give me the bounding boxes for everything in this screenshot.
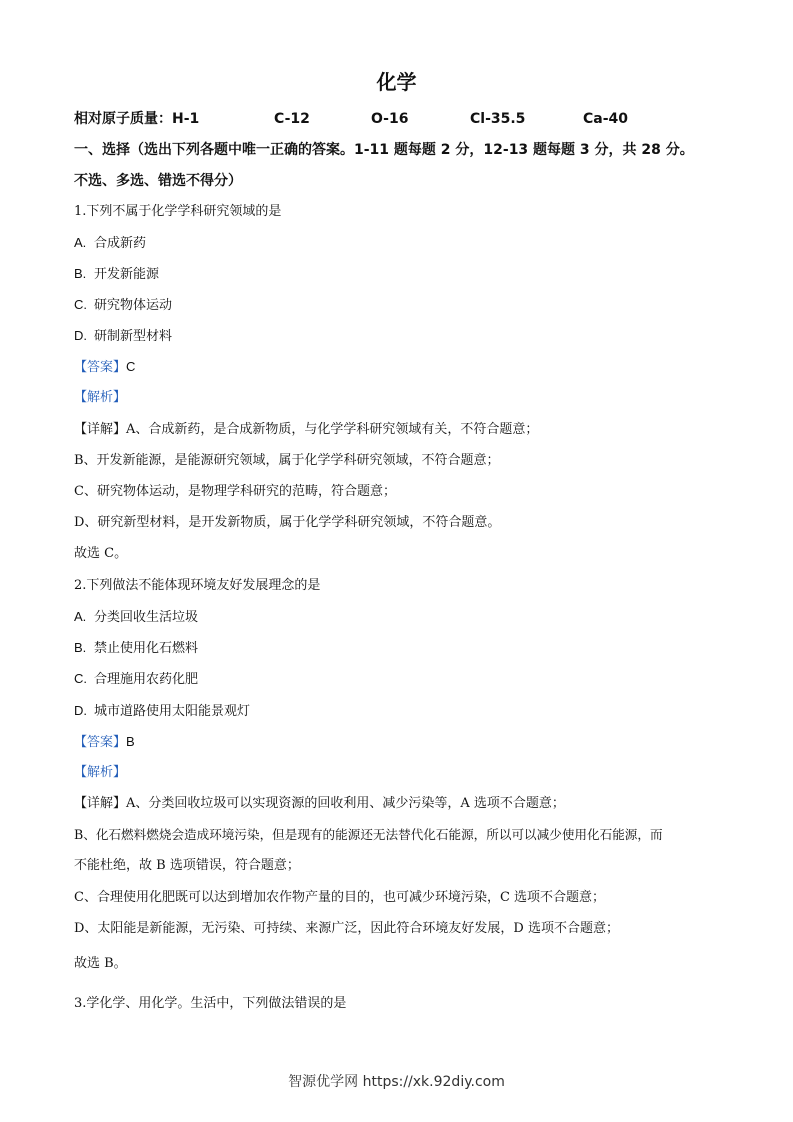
- atomic-mass-c: C-12: [274, 111, 310, 127]
- q2-option-b: B. 禁止使用化石燃料: [74, 640, 199, 656]
- answer-tag: 【答案】: [74, 735, 127, 750]
- q3-stem: 3.学化学、用化学。生活中，下列做法错误的是: [74, 996, 347, 1011]
- atomic-mass-o: O-16: [371, 111, 409, 127]
- detail-tag: 【详解】: [74, 422, 127, 437]
- q1-conclusion: 故选 C。: [74, 546, 128, 561]
- q2-answer: [74, 733, 135, 752]
- q1-option-a: A. 合成新药: [74, 235, 147, 251]
- q2-conclusion: 故选 B。: [74, 956, 127, 971]
- answer-value: C: [126, 359, 136, 374]
- q1-analysis-tag: 【解析】: [74, 390, 127, 405]
- q2-detail-line: C、合理使用化肥既可以达到增加农作物产量的目的，也可减少环境污染，C 选项不合题意；: [74, 890, 606, 905]
- detail-tag: 【详解】: [74, 796, 127, 811]
- q2-option-a: A. 分类回收生活垃圾: [74, 609, 199, 625]
- q2-detail-line: D、太阳能是新能源，无污染、可持续、来源广泛，因此符合环境友好发展，D 选项不合题意；: [74, 921, 619, 936]
- q2-option-d: D. 城市道路使用太阳能景观灯: [74, 703, 251, 719]
- atomic-mass-ca: Ca-40: [583, 111, 629, 127]
- answer-value: B: [126, 734, 135, 749]
- footer-watermark: 智源优学网 https://xk.92diy.com: [288, 1074, 505, 1090]
- q1-detail-line: C、研究物体运动，是物理学科研究的范畴，符合题意；: [74, 484, 396, 499]
- q2-detail-line: 【详解】A、分类回收垃圾可以实现资源的回收利用、减少污染等，A 选项不合题意；: [74, 796, 565, 811]
- page-title: 化学: [376, 70, 417, 94]
- q1-option-b: B. 开发新能源: [74, 266, 160, 282]
- q1-answer: [74, 358, 135, 377]
- q1-option-d: D. 研制新型材料: [74, 328, 173, 344]
- q2-option-c: C. 合理施用农药化肥: [74, 671, 199, 687]
- q1-stem: 1.下列不属于化学学科研究领域的是: [74, 204, 282, 219]
- section-heading-line2: 不选、多选、错选不得分）: [74, 173, 242, 189]
- q1-detail-line: B、开发新能源，是能源研究领域，属于化学学科研究领域，不符合题意；: [74, 453, 500, 468]
- q2-analysis-tag: 【解析】: [74, 765, 127, 780]
- atomic-mass-line: [74, 110, 734, 128]
- answer-tag: 【答案】: [74, 360, 127, 375]
- atomic-mass-cl: Cl-35.5: [470, 111, 526, 127]
- q1-detail-line: D、研究新型材料，是开发新物质，属于化学学科研究领域，不符合题意。: [74, 515, 501, 530]
- q1-option-c: C. 研究物体运动: [74, 297, 173, 313]
- q2-detail-line: B、化石燃料燃烧会造成环境污染，但是现有的能源还无法替代化石能源，所以可以减少使用化石能源，而: [74, 827, 663, 842]
- atomic-mass-label: 相对原子质量：H-1: [74, 111, 200, 127]
- q2-detail-line: 不能杜绝，故 B 选项错误，符合题意；: [74, 858, 300, 873]
- section-heading-line1: 一、选择（选出下列各题中唯一正确的答案。1-11 题每题 2 分，12-13 题每题 3 分，共 28 分。: [74, 142, 694, 158]
- q2-stem: 2.下列做法不能体现环境友好发展理念的是: [74, 578, 321, 593]
- q1-detail-line: 【详解】A、合成新药，是合成新物质，与化学学科研究领域有关，不符合题意；: [74, 422, 539, 437]
